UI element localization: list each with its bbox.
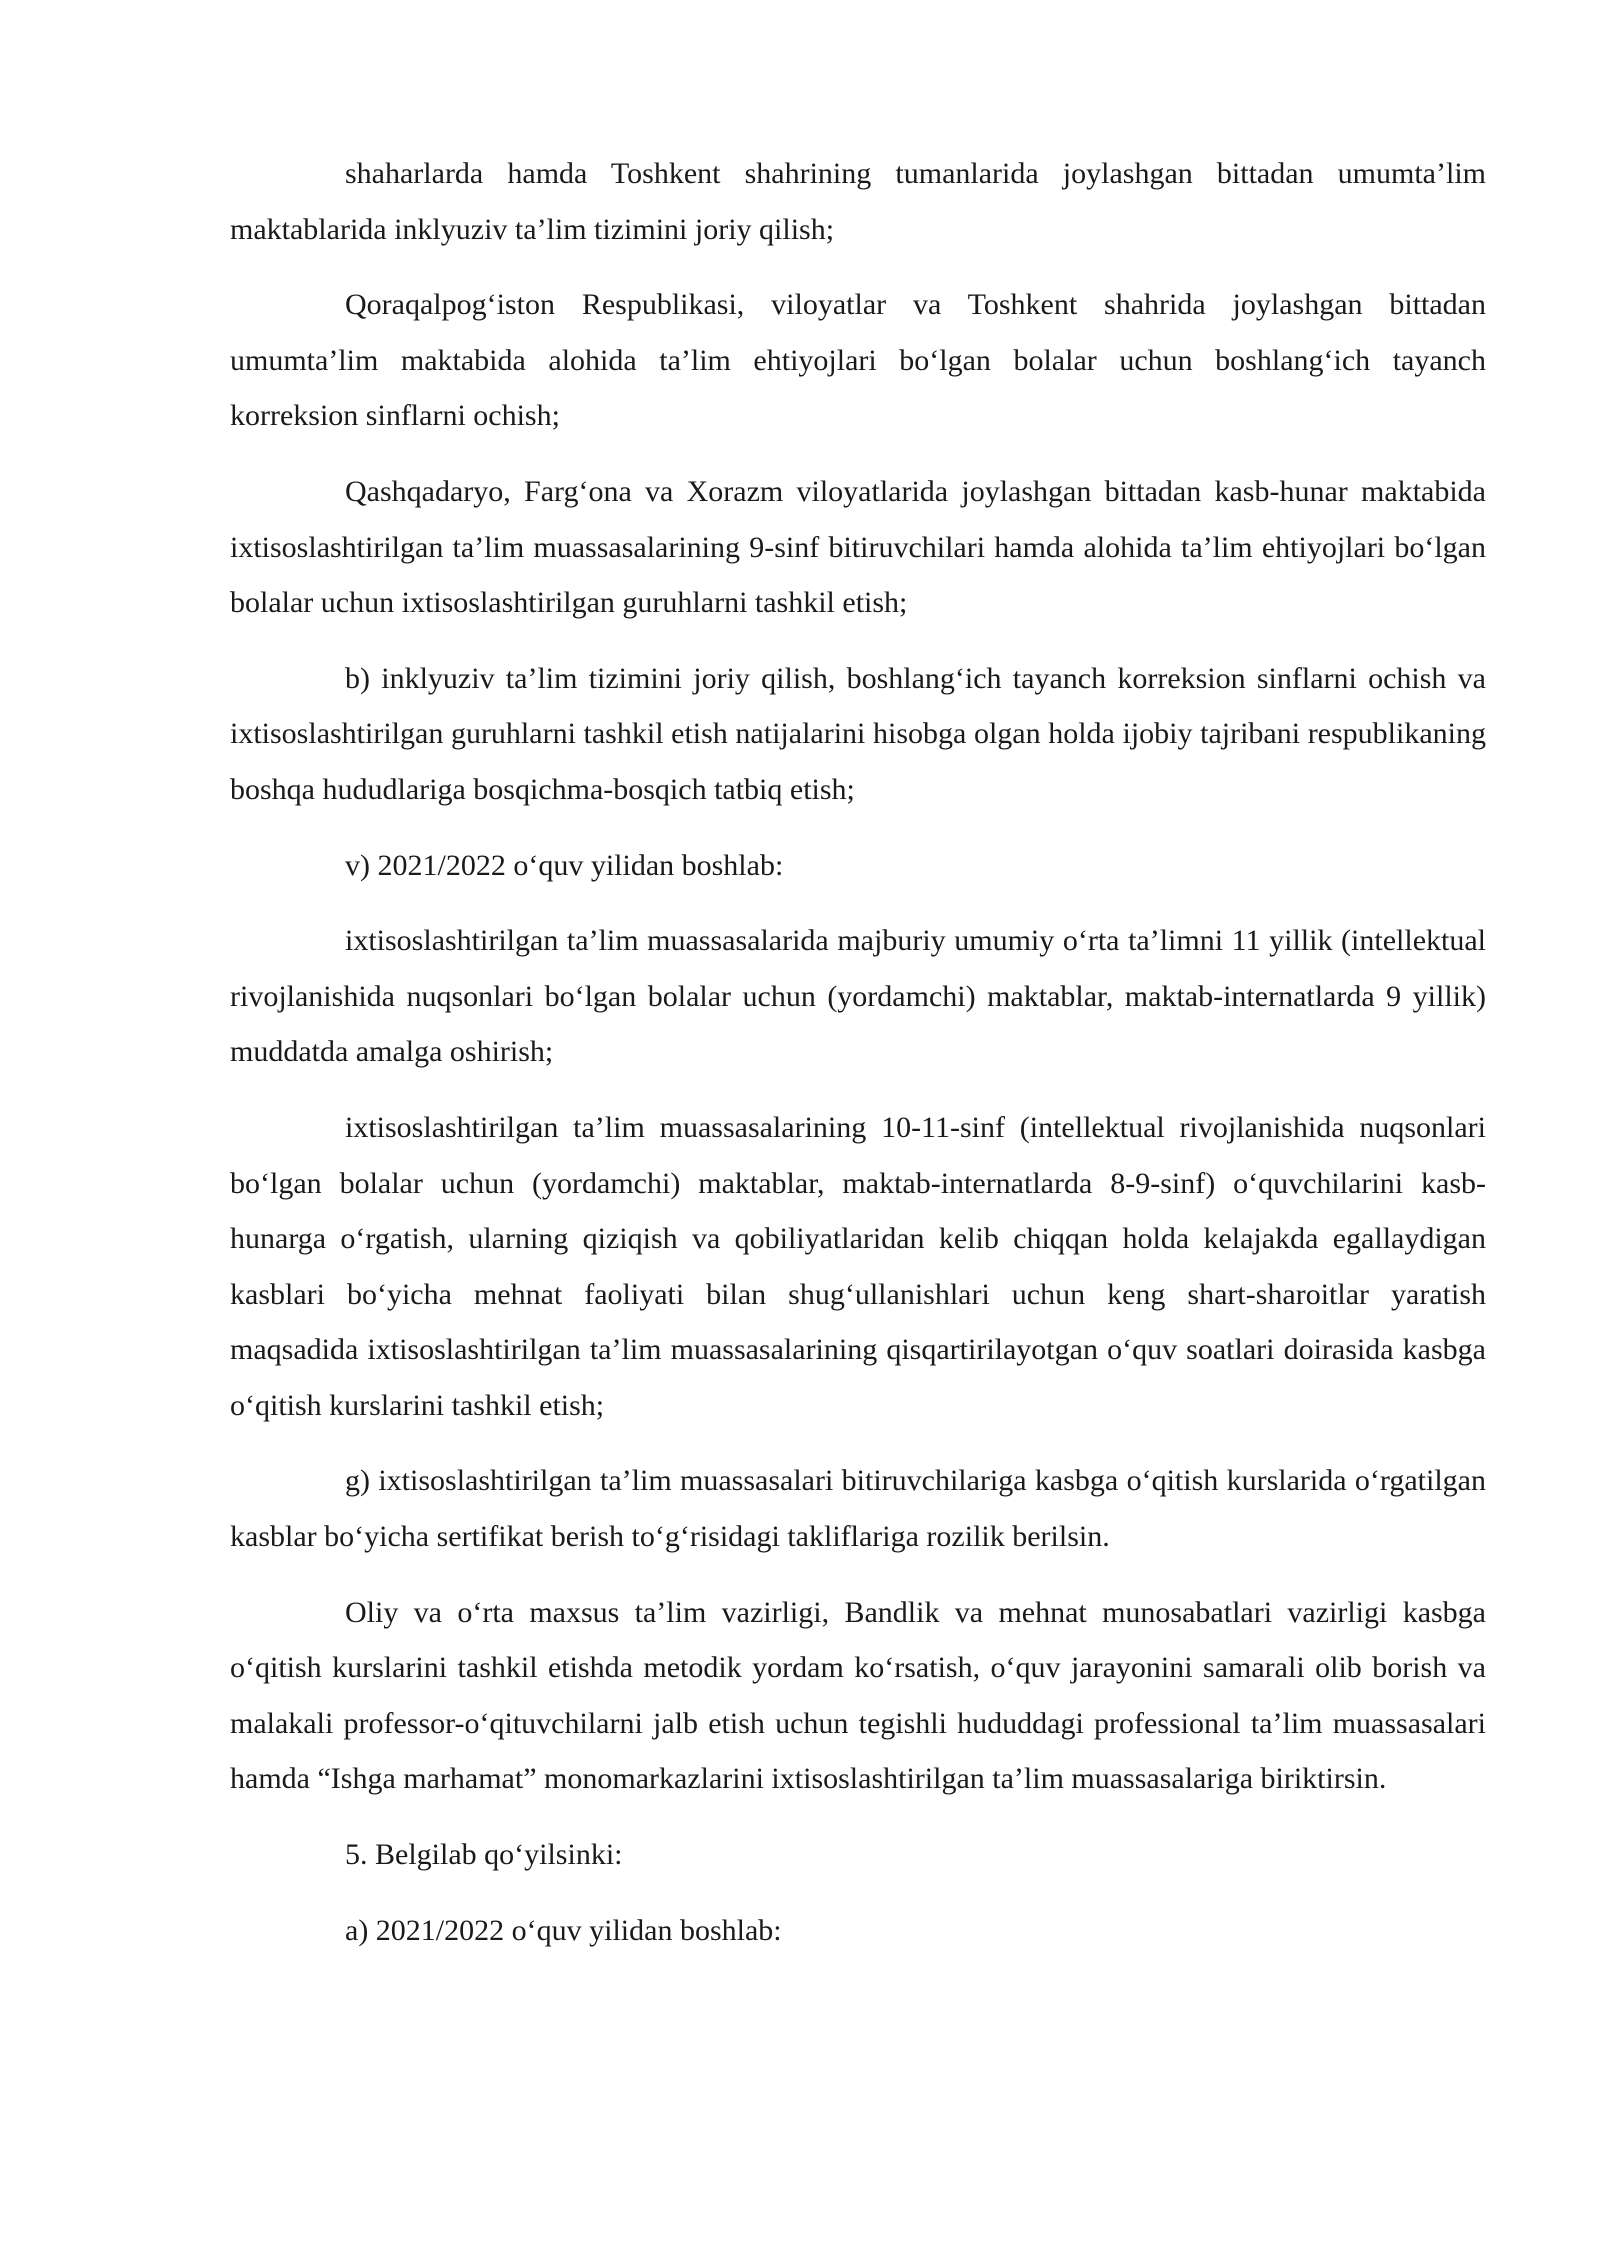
paragraph: a) 2021/2022 o‘quv yilidan boshlab: — [345, 1913, 782, 1947]
paragraph: ixtisoslashtirilgan ta’lim muassasalarining 10-11-sinf (intellektual rivojlanishida nuqsonlari bo‘lgan bolalar uchun (yordamchi) maktablar, maktab-internatlarda 8-9-sinf) o‘quvchilarini kasb-hunarga o‘rgatish, ularning qiziqish va qobiliyatlaridan kelib chiqqan holda kelajakda egallaydigan kasblari bo‘yicha mehnat faoliyati bilan shug‘ullanishlari uchun keng shart-sharoitlar yaratish maqsadida ixtisoslashtirilgan ta’lim muassasalarining qisqartirilayotgan o‘quv soatlari doirasida kasbga o‘qitish kurslarini tashkil etish; — [230, 1110, 1486, 1422]
paragraph: 5. Belgilab qo‘yilsinki: — [345, 1838, 623, 1872]
paragraph: Oliy va o‘rta maxsus ta’lim vazirligi, Bandlik va mehnat munosabatlari vazirligi kasbga o‘qitish kurslarini tashkil etishda metodik yordam ko‘rsatish, o‘quv jarayonini samarali olib borish va malakali professor-o‘qituvchilarni jalb etish uchun tegishli hududdagi professional ta’lim muassasalari hamda “Ishga marhamat” monomarkazlarini ixtisoslashtirilgan ta’lim muassasalariga biriktirsin. — [230, 1595, 1486, 1796]
paragraph: b) inklyuziv ta’lim tizimini joriy qilish, boshlang‘ich tayanch korreksion sinflarni ochish va ixtisoslashtirilgan guruhlarni tashkil etish natijalarini hisobga olgan holda ijobiy tajribani respublikaning boshqa hududlariga bosqichma-bosqich tatbiq etish; — [230, 661, 1486, 806]
paragraph: v) 2021/2022 o‘quv yilidan boshlab: — [345, 848, 784, 882]
paragraph: g) ixtisoslashtirilgan ta’lim muassasalari bitiruvchilariga kasbga o‘qitish kurslarida o‘rgatilgan kasblar bo‘yicha sertifikat berish to‘g‘risidagi takliflariga rozilik berilsin. — [230, 1464, 1486, 1554]
paragraph: shaharlarda hamda Toshkent shahrining tumanlarida joylashgan bittadan umumta’lim maktablarida inklyuziv ta’lim tizimini joriy qilish; — [230, 157, 1486, 246]
paragraph: Qoraqalpog‘iston Respublikasi, viloyatlar va Toshkent shahrida joylashgan bittadan umumta’lim maktabida alohida ta’lim ehtiyojlari bo‘lgan bolalar uchun boshlang‘ich tayanch korreksion sinflarni ochish; — [230, 288, 1486, 433]
paragraph: ixtisoslashtirilgan ta’lim muassasalarida majburiy umumiy o‘rta ta’limni 11 yillik (intellektual rivojlanishida nuqsonlari bo‘lgan bolalar uchun (yordamchi) maktablar, maktab-internatlarda 9 yillik) muddatda amalga oshirish; — [230, 924, 1486, 1069]
document-body — [230, 146, 1486, 1978]
paragraph: Qashqadaryo, Farg‘ona va Xorazm viloyatlarida joylashgan bittadan kasb-hunar maktabida ixtisoslashtirilgan ta’lim muassasalarining 9-sinf bitiruvchilari hamda alohida ta’lim ehtiyojlari bo‘lgan bolalar uchun ixtisoslashtirilgan guruhlarni tashkil etish; — [230, 474, 1486, 620]
